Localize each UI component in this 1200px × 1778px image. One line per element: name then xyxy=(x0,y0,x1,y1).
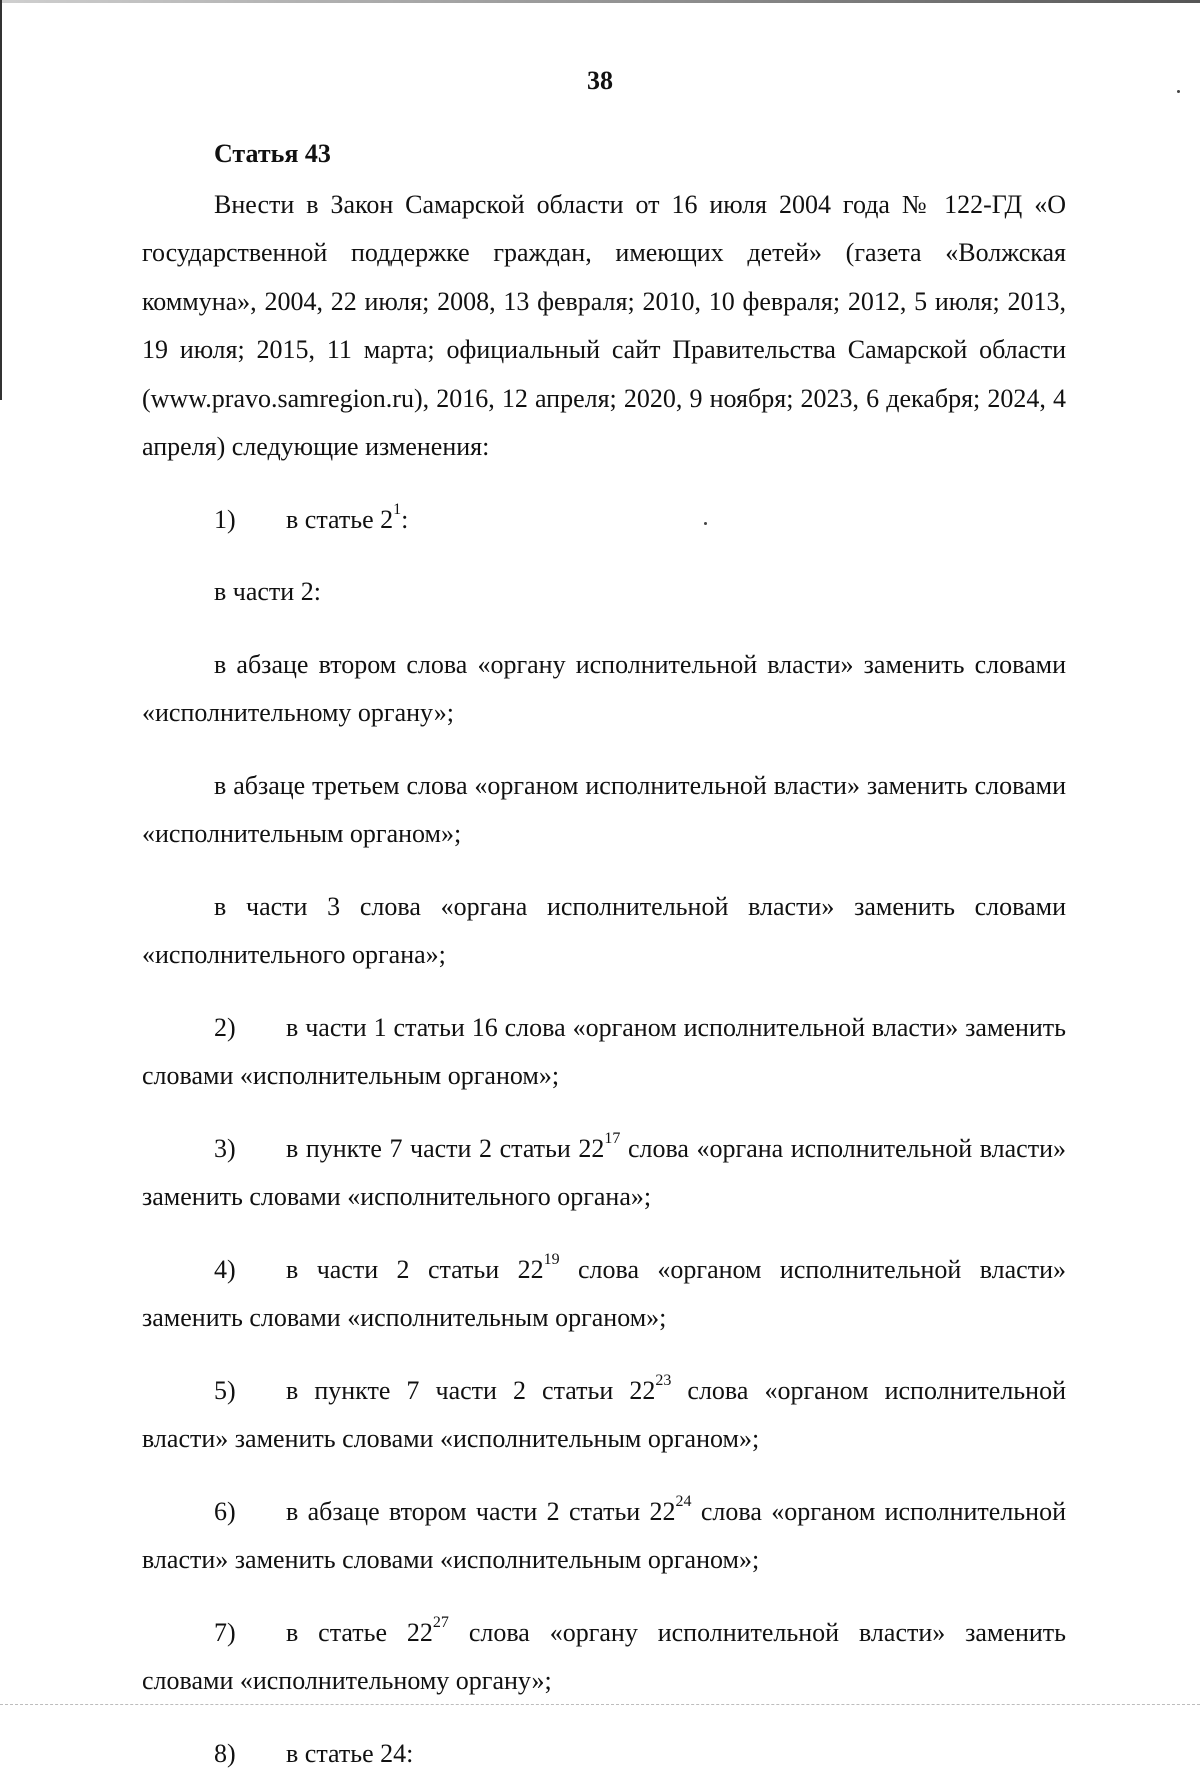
item-text-post: слова «органу исполнительной власти» заменить словами «исполнительному органу»; xyxy=(142,1618,1066,1696)
superscript: 1 xyxy=(393,501,401,518)
paragraph-c: в части 3 слова «органа исполнительной власти» заменить словами «исполнительного органа»; xyxy=(142,883,1066,980)
item-text-pre: в пункте 7 части 2 статьи 22 xyxy=(286,1134,604,1163)
superscript: 23 xyxy=(655,1372,671,1389)
item-number: 2) xyxy=(214,1004,286,1053)
item-number: 7) xyxy=(214,1609,286,1658)
list-item-6 xyxy=(142,1488,1066,1585)
scan-edge-left xyxy=(0,0,2,400)
item-text-post: слова «органа исполнительной власти» заменить словами «исполнительного органа»; xyxy=(142,1134,1066,1212)
superscript: 27 xyxy=(433,1614,449,1631)
list-item-2 xyxy=(142,1004,1066,1101)
paragraph-b: в абзаце третьем слова «органом исполнительной власти» заменить словами «исполнительным органом»; xyxy=(142,762,1066,859)
part-2-heading: в части 2: xyxy=(142,568,1066,617)
superscript: 24 xyxy=(676,1493,692,1510)
superscript: 17 xyxy=(604,1130,620,1147)
document-body xyxy=(142,130,1066,1778)
item-text-pre: в абзаце втором части 2 статьи 22 xyxy=(286,1497,676,1526)
page-number: 38 xyxy=(0,66,1200,96)
item-number: 6) xyxy=(214,1488,286,1537)
item-number: 8) xyxy=(214,1730,286,1778)
item-number: 3) xyxy=(214,1125,286,1174)
list-item-5 xyxy=(142,1367,1066,1464)
item-text-pre: в пункте 7 части 2 статьи 22 xyxy=(286,1376,655,1405)
item-text: в статье 2 xyxy=(286,505,393,534)
intro-paragraph: Внести в Закон Самарской области от 16 июля 2004 года № 122-ГД «О государственной поддержке граждан, имеющих детей» (газета «Волжская коммуна», 2004, 22 июля; 2008, 13 февраля; 2010, 10 февраля; 2012, 5 июля; 2013, 19 июля; 2015, 11 марта; официальный сайт Правительства Самарской области (www.pravo.samregion.ru), 2016, 12 апреля; 2020, 9 ноября; 2023, 6 декабря; 2024, 4 апреля) следующие изменения: xyxy=(142,181,1066,472)
item-number: 5) xyxy=(214,1367,286,1416)
item-number: 4) xyxy=(214,1246,286,1295)
article-heading: Статья 43 xyxy=(142,130,1066,179)
scan-edge-top xyxy=(0,0,1200,3)
item-tail: : xyxy=(401,505,408,534)
item-text-pre: в части 2 статьи 22 xyxy=(286,1255,544,1284)
paragraph-a: в абзаце втором слова «органу исполнительной власти» заменить словами «исполнительному органу»; xyxy=(142,641,1066,738)
item-text-post: слова «органом исполнительной власти» заменить словами «исполнительным органом»; xyxy=(142,1255,1066,1333)
list-item-7 xyxy=(142,1609,1066,1706)
item-number: 1) xyxy=(214,496,286,545)
list-item-8 xyxy=(142,1730,1066,1778)
list-item-4 xyxy=(142,1246,1066,1343)
item-text: в статье 24: xyxy=(286,1739,413,1768)
item-text: в части 1 статьи 16 слова «органом исполнительной власти» заменить словами «исполнительным органом»; xyxy=(142,1013,1066,1091)
list-item-3 xyxy=(142,1125,1066,1222)
list-item-1 xyxy=(142,496,1066,545)
superscript: 19 xyxy=(544,1251,560,1268)
item-text-post: слова «органом исполнительной власти» заменить словами «исполнительным органом»; xyxy=(142,1376,1066,1454)
item-text-post: слова «органом исполнительной власти» заменить словами «исполнительным органом»; xyxy=(142,1497,1066,1575)
item-text-pre: в статье 22 xyxy=(286,1618,433,1647)
